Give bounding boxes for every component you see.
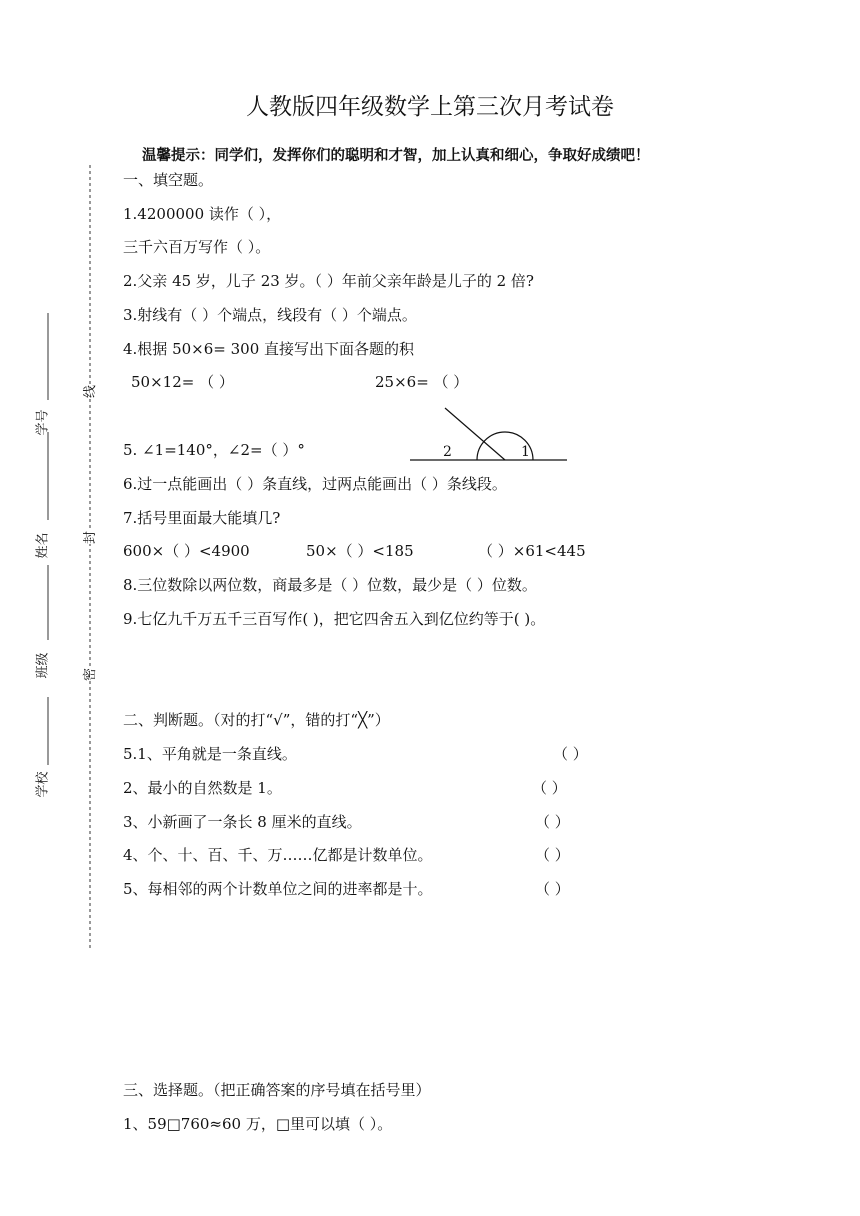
section2-heading: 二、判断题。（对的打“√”，错的打“╳”）: [123, 711, 390, 729]
question-7c: （ ）×61<445: [478, 542, 586, 560]
question-6: 6.过一点能画出（ ）条直线，过两点能画出（ ）条线段。: [123, 475, 507, 493]
question-8: 8.三位数除以两位数，商最多是（ ）位数，最少是（ ）位数。: [123, 576, 537, 594]
label-feng: 封: [79, 531, 98, 544]
question-4a: 50×12= （ ）: [131, 373, 234, 391]
section1-heading: 一、填空题。: [123, 171, 214, 189]
question-5: 5. ∠1=140°，∠2=（ ）°: [123, 441, 305, 459]
judge-item-2-paren: （ ）: [532, 779, 567, 797]
question-1b: 三千六百万写作（ ）。: [123, 238, 271, 256]
page-title: 人教版四年级数学上第三次月考试卷: [246, 94, 614, 120]
question-2: 2.父亲 45 岁，儿子 23 岁。（ ）年前父亲年龄是儿子的 2 倍?: [123, 272, 534, 290]
judge-item-4-paren: （ ）: [535, 846, 570, 864]
label-name: 姓名: [35, 532, 51, 559]
question-1a: 1.4200000 读作（ ），: [123, 205, 282, 223]
judge-item-5-paren: （ ）: [535, 880, 570, 898]
judge-item-2-text: 2、最小的自然数是 1。: [123, 779, 282, 797]
angle-label-2: 2: [443, 444, 452, 460]
question-9: 9.七亿九千万五千三百写作( )，把它四舍五入到亿位约等于( )。: [123, 610, 546, 628]
label-class: 班级: [35, 652, 51, 679]
judge-item-5-text: 5、每相邻的两个计数单位之间的进率都是十。: [123, 880, 433, 898]
question-3: 3.射线有（ ）个端点，线段有（ ）个端点。: [123, 306, 417, 324]
judge-item-3-text: 3、小新画了一条长 8 厘米的直线。: [123, 813, 362, 831]
angle-label-1: 1: [521, 444, 530, 460]
judge-item-4-text: 4、个、十、百、千、万……亿都是计数单位。: [123, 846, 433, 864]
judge-item-3-paren: （ ）: [535, 813, 570, 831]
choice-question-1: 1、59□760≈60 万，□里可以填（ ）。: [123, 1115, 393, 1133]
question-4b: 25×6= （ ）: [375, 373, 469, 391]
angle-diagram: [405, 405, 575, 465]
label-number: 学号: [35, 409, 51, 436]
label-school: 学校: [35, 771, 51, 798]
question-7b: 50×（ ）<185: [306, 542, 414, 560]
tip-text: 温馨提示：同学们，发挥你们的聪明和才智，加上认真和细心，争取好成绩吧！: [142, 148, 650, 164]
question-4: 4.根据 50×6= 300 直接写出下面各题的积: [123, 340, 415, 358]
label-xian: 线: [79, 385, 98, 398]
question-7a: 600×（ ）<4900: [123, 542, 250, 560]
judge-item-1-paren: （ ）: [553, 745, 588, 763]
label-mi: 密: [79, 668, 98, 681]
judge-item-1-text: 5.1、平角就是一条直线。: [123, 745, 297, 763]
section3-heading: 三、选择题。（把正确答案的序号填在括号里）: [123, 1081, 431, 1099]
question-7: 7.括号里面最大能填几?: [123, 509, 281, 527]
